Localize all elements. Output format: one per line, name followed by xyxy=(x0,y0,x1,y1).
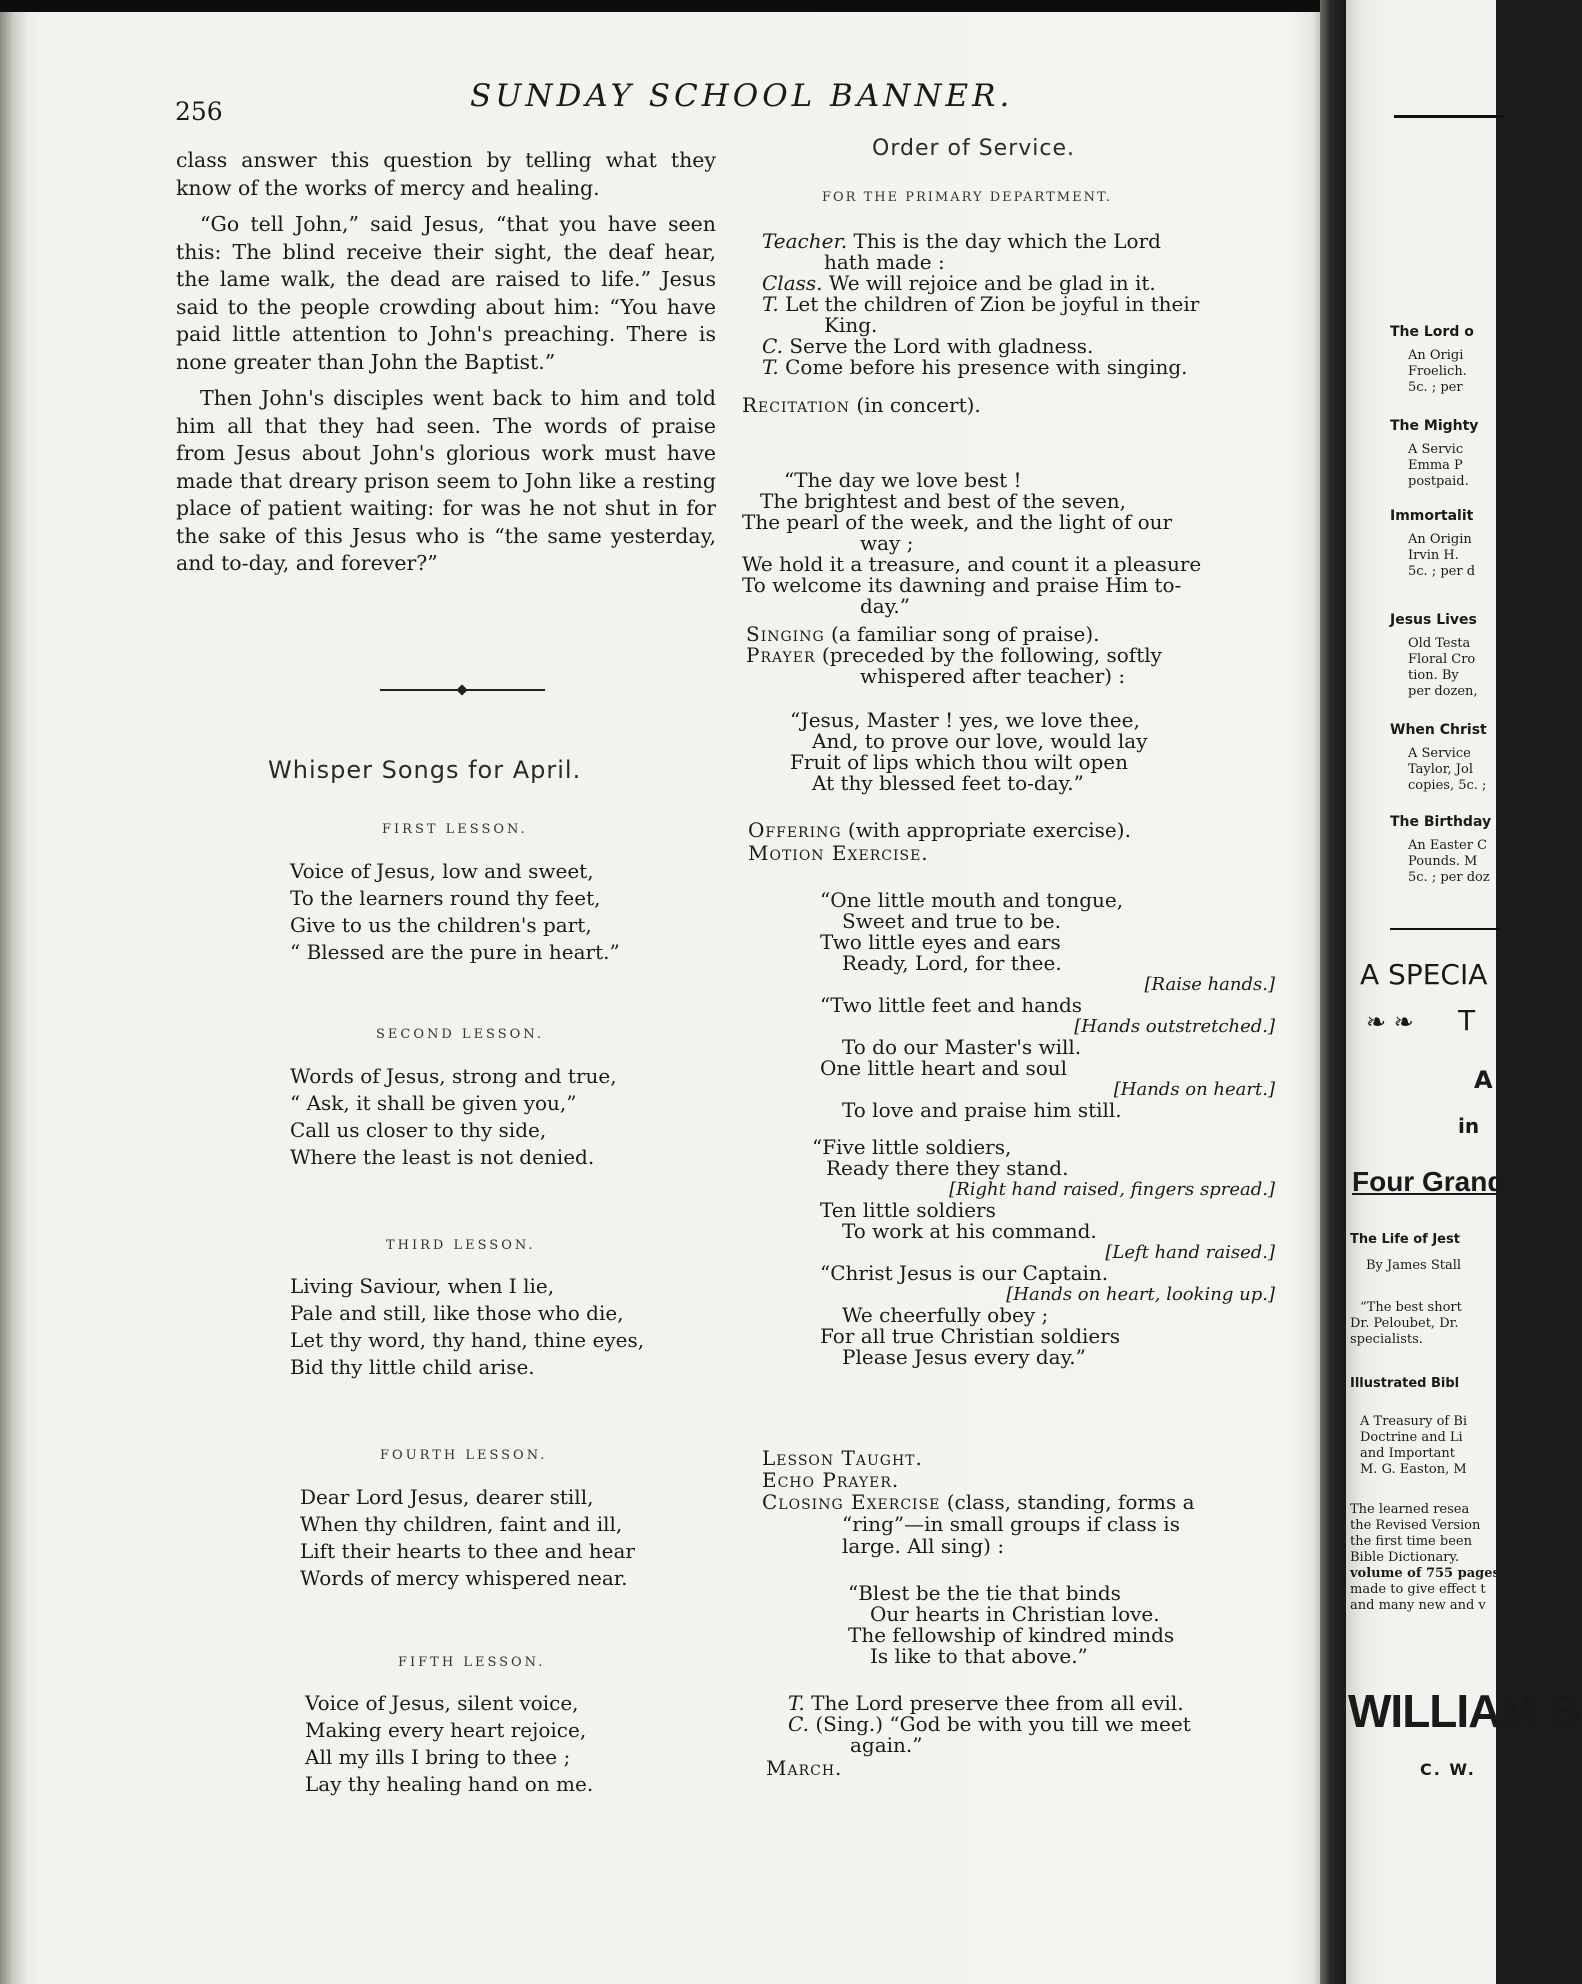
verse-line: Our hearts in Christian love. xyxy=(870,1602,1160,1626)
verse-line: Call us closer to thy side, xyxy=(290,1118,547,1142)
listing-text: An Origi xyxy=(1408,348,1464,363)
listing-text: the first time been xyxy=(1350,1534,1472,1549)
offering-note: (with appropriate exercise). xyxy=(847,818,1131,842)
verse-line: When thy children, faint and ill, xyxy=(300,1512,623,1536)
prayer-verse xyxy=(790,710,1148,794)
publisher-name: WILLIAM B xyxy=(1348,1685,1582,1737)
stage-direction: [Hands on heart.] xyxy=(1113,1079,1275,1100)
verse-line: Bid thy little child arise. xyxy=(290,1355,535,1379)
left-column-prose xyxy=(176,147,716,587)
lesson-heading: FIRST LESSON. xyxy=(382,822,528,837)
closing-note-continued: large. All sing) : xyxy=(842,1534,1005,1558)
verse-line: The fellowship of kindred minds xyxy=(848,1623,1175,1647)
verse-line: Two little eyes and ears xyxy=(820,930,1061,954)
listing-text: the Revised Version xyxy=(1350,1518,1481,1533)
singing-note: (a familiar song of praise). xyxy=(831,622,1100,646)
listing-text: A Treasury of Bi xyxy=(1360,1414,1468,1429)
lesson-verse xyxy=(290,1273,644,1381)
stage-direction: [Raise hands.] xyxy=(1144,974,1275,995)
listing-text: “The best short xyxy=(1360,1300,1462,1315)
paragraph: class answer this question by telling what they know of the works of mercy and healing. xyxy=(176,148,716,200)
paragraph: “Go tell John,” said Jesus, “that you have seen this: The blind receive their sight, the deaf hear, the lame walk, the dead are raised to life.” Jesus said to the people crowding about him: “You have paid little attention to John's preaching. There is none greater than John the Baptist.” xyxy=(176,212,716,374)
verse-line: To the learners round thy feet, xyxy=(290,886,601,910)
listing-text: Pounds. M xyxy=(1408,854,1478,869)
verse-line: “One little mouth and tongue, xyxy=(820,888,1124,912)
verse-line: We hold it a treasure, and count it a pleasure xyxy=(742,552,1202,576)
listing-text: Emma P xyxy=(1408,458,1463,473)
listing-text: specialists. xyxy=(1350,1332,1423,1347)
verse-line: “The day we love best ! xyxy=(784,468,1022,492)
four-grand-heading: Four Grand xyxy=(1352,1166,1505,1197)
lesson-heading: FOURTH LESSON. xyxy=(380,1448,548,1463)
verse-line: Sweet and true to be. xyxy=(842,909,1061,933)
stage-direction: [Left hand raised.] xyxy=(1105,1242,1275,1263)
benediction-class xyxy=(788,1714,1191,1735)
verse-line: “Two little feet and hands xyxy=(820,993,1083,1017)
special-offer-heading: A SPECIA xyxy=(1360,958,1488,991)
listing-title: Jesus Lives xyxy=(1390,612,1477,628)
listing-text: Irvin H. xyxy=(1408,548,1459,563)
prayer-note-continued: whispered after teacher) : xyxy=(860,664,1126,688)
responsive-reading xyxy=(762,231,1199,378)
listing-text: postpaid. xyxy=(1408,474,1469,489)
running-title: SUNDAY SCHOOL BANNER. xyxy=(470,78,1014,114)
verse-line: Ten little soldiers xyxy=(820,1198,996,1222)
verse-line: To work at his command. xyxy=(842,1219,1097,1243)
verse-line: day.” xyxy=(860,594,910,618)
listing-title: The Mighty xyxy=(1390,418,1479,434)
lesson-heading: THIRD LESSON. xyxy=(386,1238,536,1253)
verse-line: Is like to that above.” xyxy=(870,1644,1088,1668)
benediction-text: The Lord preserve thee from all evil. xyxy=(811,1691,1184,1715)
verse-line: Lay thy healing hand on me. xyxy=(305,1772,594,1796)
verse-line: Pale and still, like those who die, xyxy=(290,1301,624,1325)
prayer-label: Prayer xyxy=(746,643,816,667)
speaker: T. xyxy=(762,355,779,379)
offering-line xyxy=(748,820,1131,841)
listing-text: made to give effect t xyxy=(1350,1582,1486,1597)
listing-text: 5c. ; per d xyxy=(1408,564,1476,579)
verse-line: We cheerfully obey ; xyxy=(842,1303,1049,1327)
verse-line: To welcome its dawning and praise Him to- xyxy=(742,573,1182,597)
order-of-service-title: Order of Service. xyxy=(872,136,1076,161)
response-text: King. xyxy=(824,313,878,337)
listing-text: tion. By xyxy=(1408,668,1459,683)
listing-text: An Origin xyxy=(1408,532,1472,547)
recitation-verse xyxy=(742,470,1201,617)
stage-direction: [Hands on heart, looking up.] xyxy=(1006,1284,1275,1305)
stage-direction: [Hands outstretched.] xyxy=(1074,1016,1275,1037)
response-text: Come before his presence with singing. xyxy=(785,355,1188,379)
response-text: Let the children of Zion be joyful in their xyxy=(785,292,1200,316)
speaker: T. xyxy=(762,292,779,316)
prayer-note: (preceded by the following, softly xyxy=(821,643,1162,667)
verse-line: Voice of Jesus, low and sweet, xyxy=(290,859,594,883)
verse-line: Let thy word, thy hand, thine eyes, xyxy=(290,1328,645,1352)
special-offer-text: in xyxy=(1458,1114,1480,1138)
listing-text: and Important xyxy=(1360,1446,1455,1461)
lesson-verse xyxy=(300,1484,635,1592)
march: March. xyxy=(766,1756,843,1780)
verse-line: And, to prove our love, would lay xyxy=(812,729,1148,753)
verse-line: “ Ask, it shall be given you,” xyxy=(290,1091,577,1115)
listing-text: Doctrine and Li xyxy=(1360,1430,1463,1445)
header-rule xyxy=(1394,115,1504,118)
verse-line: Dear Lord Jesus, dearer still, xyxy=(300,1485,594,1509)
listing-text: Old Testa xyxy=(1408,636,1471,651)
verse-line: Where the least is not denied. xyxy=(290,1145,595,1169)
paragraph: Then John's disciples went back to him and told him all that they had seen. The words of praise from Jesus about John's glorious work must have made that dreary prison seem to John like a resting place of patient waiting: for was he not shut in for the sake of this Jesus who is “the same yesterday, and to-day, and forever?” xyxy=(176,386,716,575)
special-offer-text: A xyxy=(1474,1066,1493,1094)
verse-line: To love and praise him still. xyxy=(842,1098,1122,1122)
closing-verse xyxy=(848,1583,1174,1667)
verse-line: All my ills I bring to thee ; xyxy=(305,1745,571,1769)
verse-line: Fruit of lips which thou wilt open xyxy=(790,750,1129,774)
order-of-service-subtitle: FOR THE PRIMARY DEPARTMENT. xyxy=(822,190,1112,205)
verse-line: To do our Master's will. xyxy=(842,1035,1082,1059)
lesson-verse xyxy=(290,858,620,966)
response-text: We will rejoice and be glad in it. xyxy=(828,271,1156,295)
closing-exercise-line xyxy=(762,1492,1195,1513)
motion-exercise-label: Motion Exercise. xyxy=(748,841,929,865)
lesson-taught: Lesson Taught. xyxy=(762,1446,923,1470)
verse-line: “Christ Jesus is our Captain. xyxy=(820,1261,1109,1285)
verse-line: The brightest and best of the seven, xyxy=(760,489,1127,513)
special-offer-text: T xyxy=(1458,1004,1476,1037)
speaker: C. xyxy=(788,1712,809,1736)
singing-line xyxy=(746,624,1100,645)
listing-text: M. G. Easton, M xyxy=(1360,1462,1467,1477)
verse-line: Give to us the children's part, xyxy=(290,913,592,937)
closing-label: Closing Exercise xyxy=(762,1490,941,1514)
closing-note: (class, standing, forms a xyxy=(946,1490,1195,1514)
verse-line: At thy blessed feet to-day.” xyxy=(812,771,1084,795)
verse-line: Words of Jesus, strong and true, xyxy=(290,1064,617,1088)
verse-line: One little heart and soul xyxy=(820,1056,1068,1080)
recitation-heading xyxy=(742,395,981,416)
verse-line: “Jesus, Master ! yes, we love thee, xyxy=(790,708,1140,732)
verse-line: way ; xyxy=(860,531,914,555)
listing-text: Froelich. xyxy=(1408,364,1467,379)
motion-exercise xyxy=(790,890,1275,1368)
listing-text: Dr. Peloubet, Dr. xyxy=(1350,1316,1459,1331)
verse-line: Please Jesus every day.” xyxy=(842,1345,1086,1369)
verse-line: Living Saviour, when I lie, xyxy=(290,1274,555,1298)
echo-prayer: Echo Prayer. xyxy=(762,1468,900,1492)
benediction-text: (Sing.) “God be with you till we meet xyxy=(815,1712,1191,1736)
verse-line: “ Blessed are the pure in heart.” xyxy=(290,940,620,964)
listing-text: Bible Dictionary. xyxy=(1350,1550,1460,1565)
speaker: Teacher. xyxy=(762,229,848,253)
publisher-sub: C. W. xyxy=(1420,1760,1476,1779)
speaker: T. xyxy=(788,1691,805,1715)
response-text: Serve the Lord with gladness. xyxy=(789,334,1094,358)
listing-text: A Servic xyxy=(1408,442,1464,457)
listing-text: volume of 755 pages xyxy=(1350,1566,1500,1581)
listing-title: Immortalit xyxy=(1390,508,1474,524)
listing-text: A Service xyxy=(1408,746,1471,761)
listing-text: and many new and v xyxy=(1350,1598,1486,1613)
response-text: hath made : xyxy=(824,250,945,274)
speaker: Class. xyxy=(762,271,823,295)
listing-text: Taylor, Jol xyxy=(1408,762,1473,777)
section-rule xyxy=(1390,928,1500,930)
benediction-teacher xyxy=(788,1693,1184,1714)
lesson-heading: FIFTH LESSON. xyxy=(398,1655,546,1670)
listing-text: 5c. ; per xyxy=(1408,380,1463,395)
ornament-icon: ❧ ❧ xyxy=(1366,1008,1414,1036)
listing-text: 5c. ; per doz xyxy=(1408,870,1490,885)
listing-title: The Lord o xyxy=(1390,324,1474,340)
verse-line: Voice of Jesus, silent voice, xyxy=(305,1691,579,1715)
listing-text: Floral Cro xyxy=(1408,652,1476,667)
singing-label: Singing xyxy=(746,622,825,646)
closing-note-continued: “ring”—in small groups if class is xyxy=(842,1512,1180,1536)
listing-text: copies, 5c. ; xyxy=(1408,778,1487,793)
listing-text: per dozen, xyxy=(1408,684,1478,699)
next-page-edge xyxy=(1346,0,1582,1984)
verse-line: The pearl of the week, and the light of our xyxy=(742,510,1173,534)
verse-line: For all true Christian soldiers xyxy=(820,1324,1121,1348)
verse-line: “Blest be the tie that binds xyxy=(848,1581,1121,1605)
lesson-heading: SECOND LESSON. xyxy=(376,1027,544,1042)
prayer-line xyxy=(746,645,1162,666)
verse-line: Making every heart rejoice, xyxy=(305,1718,587,1742)
recitation-note: (in concert). xyxy=(856,393,981,417)
verse-line: Ready there they stand. xyxy=(826,1156,1069,1180)
benediction-continued: again.” xyxy=(850,1733,923,1757)
listing-text: The learned resea xyxy=(1350,1502,1470,1517)
offering-label: Offering xyxy=(748,818,842,842)
recitation-label: Recitation xyxy=(742,393,851,417)
verse-line: “Five little soldiers, xyxy=(812,1135,1012,1159)
listing-title: Illustrated Bibl xyxy=(1350,1376,1460,1391)
verse-line: Ready, Lord, for thee. xyxy=(842,951,1062,975)
listing-text: By James Stall xyxy=(1366,1258,1462,1273)
speaker: C. xyxy=(762,334,783,358)
listing-title: When Christ xyxy=(1390,722,1487,738)
verse-line: Words of mercy whispered near. xyxy=(300,1566,628,1590)
page-number: 256 xyxy=(175,97,223,126)
lesson-verse xyxy=(305,1690,593,1798)
verse-line: Lift their hearts to thee and hear xyxy=(300,1539,635,1563)
listing-title: The Birthday xyxy=(1390,814,1492,830)
whisper-songs-title: Whisper Songs for April. xyxy=(268,756,582,784)
stage-direction: [Right hand raised, fingers spread.] xyxy=(949,1179,1275,1200)
listing-text: An Easter C xyxy=(1408,838,1488,853)
listing-title: The Life of Jest xyxy=(1350,1232,1460,1247)
response-text: This is the day which the Lord xyxy=(853,229,1161,253)
lesson-verse xyxy=(290,1063,617,1171)
